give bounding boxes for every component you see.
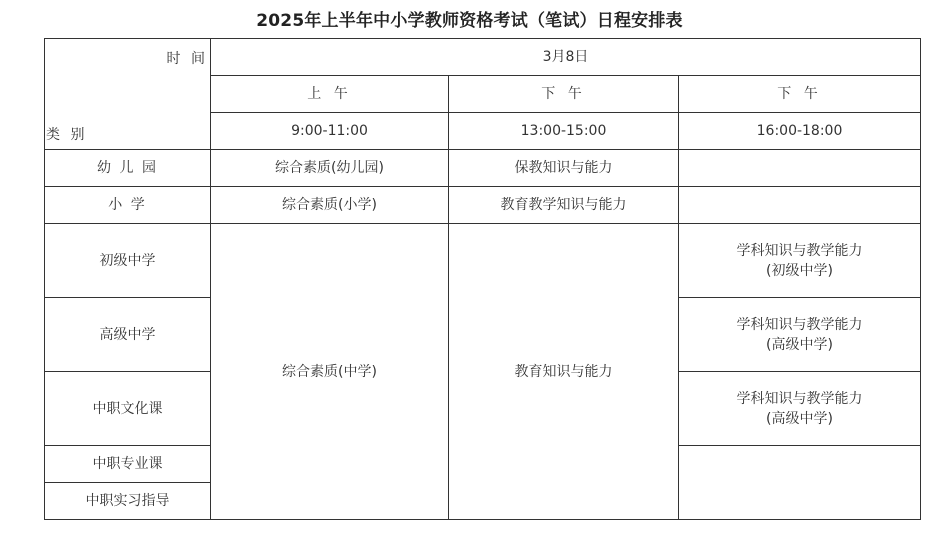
date-header-cell: 3月8日 (211, 39, 921, 76)
table-row (45, 187, 921, 224)
subject-line: 学科知识与教学能力 (736, 242, 863, 259)
subject-line: 学科知识与教学能力 (736, 390, 863, 407)
header-corner-cell (45, 39, 211, 150)
subject-cell: 教育教学知识与能力 (449, 187, 679, 224)
subject-line: (初级中学) (766, 262, 833, 279)
table-row (45, 224, 921, 298)
category-cell: 中职专业课 (45, 446, 211, 483)
merged-subject-cell: 教育知识与能力 (449, 224, 679, 520)
subject-cell (679, 224, 921, 298)
subject-cell: 保教知识与能力 (449, 150, 679, 187)
time-range-cell: 9:00-11:00 (211, 113, 449, 150)
merged-subject-cell: 综合素质(中学) (211, 224, 449, 520)
subject-line: (高级中学) (766, 410, 833, 427)
time-range-cell: 16:00-18:00 (679, 113, 921, 150)
category-cell: 小 学 (45, 187, 211, 224)
category-cell: 中职实习指导 (45, 483, 211, 520)
category-cell: 高级中学 (45, 298, 211, 372)
category-cell: 幼 儿 园 (45, 150, 211, 187)
table-row (45, 39, 921, 76)
subject-cell (679, 372, 921, 446)
time-range-cell: 13:00-15:00 (449, 113, 679, 150)
empty-cell (679, 187, 921, 224)
subject-line: 学科知识与教学能力 (736, 316, 863, 333)
category-header-label: 类 别 (46, 127, 88, 143)
subject-cell: 综合素质(幼儿园) (211, 150, 449, 187)
subject-line: (高级中学) (766, 336, 833, 353)
schedule-table (44, 38, 921, 520)
period-header-cell: 上 午 (211, 76, 449, 113)
category-cell: 中职文化课 (45, 372, 211, 446)
empty-cell (679, 446, 921, 520)
period-header-cell: 下 午 (449, 76, 679, 113)
subject-cell: 综合素质(小学) (211, 187, 449, 224)
empty-cell (679, 150, 921, 187)
period-header-cell: 下 午 (679, 76, 921, 113)
page-title: 2025年上半年中小学教师资格考试（笔试）日程安排表 (256, 11, 683, 31)
time-header-label: 时 间 (166, 51, 208, 67)
subject-cell (679, 298, 921, 372)
category-cell: 初级中学 (45, 224, 211, 298)
table-row (45, 150, 921, 187)
